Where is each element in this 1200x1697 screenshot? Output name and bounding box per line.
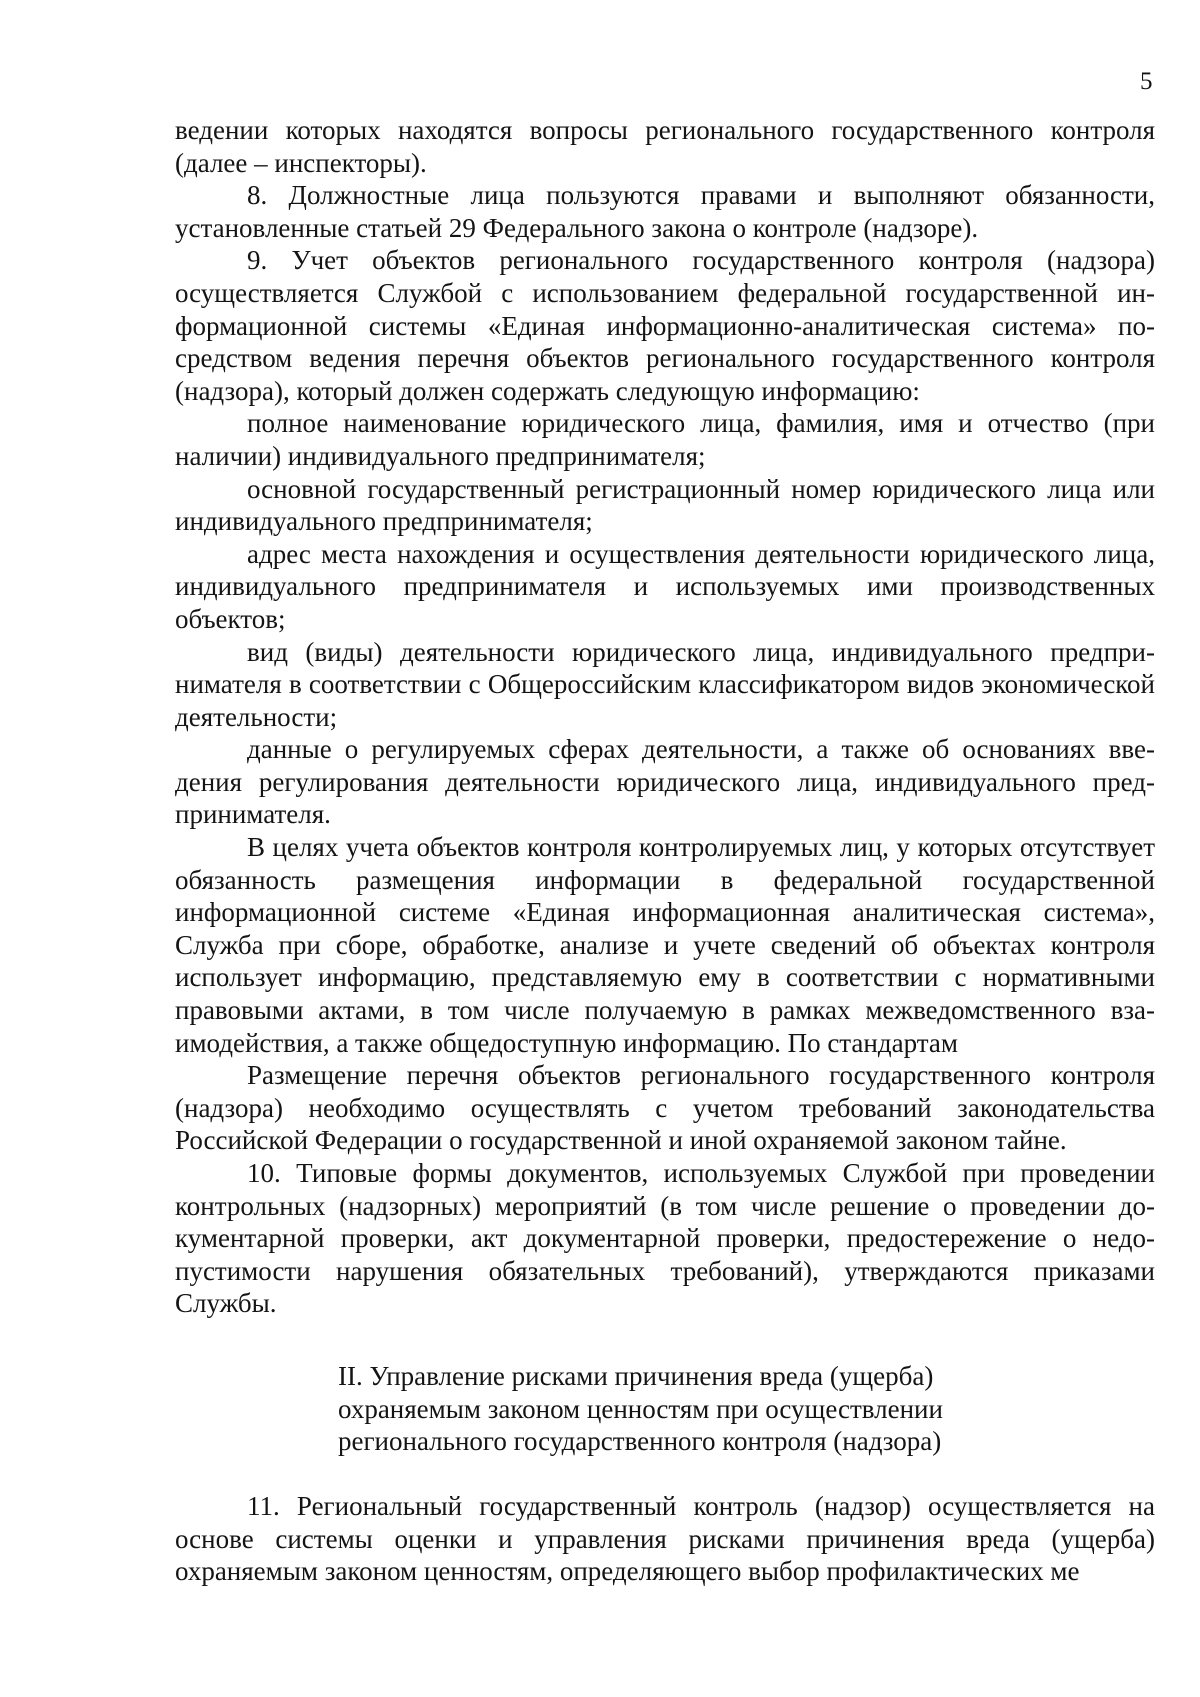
- section-heading: [338, 1360, 1038, 1458]
- paragraph: В целях учета объектов контроля контролируемых лиц, у которых отсутствует обязанность размещения информации в федеральной государственной информационной системе «Единая информационная аналитическая система», Служба при сборе, обработке, анализе и учете сведений об объектах контроля использует информацию, представляемую ему в соответствии с нормативными правовыми актами, в том числе получаемую в рамках межведомственного взаимодействия, а также общедоступную информацию. По стандартам: [175, 832, 1155, 1058]
- paragraph: 10. Типовые формы документов, используемых Службой при проведении контрольных (надзорных) мероприятий (в том числе решение о проведении документарной проверки, акт документарной проверки, предостережение о недопустимости нарушения обязательных требований), утверждаются приказами Службы.: [175, 1158, 1155, 1319]
- page-number: 5: [1140, 68, 1153, 95]
- paragraph: адрес места нахождения и осуществления деятельности юридического лица, индивидуального предпринимателя и используемых ими производственных объектов;: [175, 538, 1155, 634]
- paragraph: 9. Учет объектов регионального государственного контроля (надзора) осуществляется Службой с использованием федеральной государственной информационной системы «Единая информационно-аналитическая система» посредством ведения перечня объектов регионального государственного контроля (надзора), который должен содержать следующую информацию:: [175, 245, 1155, 406]
- section-heading-line: охраняемым законом ценностям при осуществлении: [338, 1393, 943, 1424]
- paragraph: данные о регулируемых сферах деятельности, а также об основаниях введения регулирования деятельности юридического лица, индивидуального предпринимателя.: [175, 734, 1155, 830]
- paragraph: Размещение перечня объектов регионального государственного контроля (надзора) необходимо осуществлять с учетом требований законодательства Российской Федерации о государственной и иной охраняемой законом тайне.: [175, 1060, 1155, 1156]
- closing-paragraph: 11. Региональный государственный контроль (надзор) осуществляется на основе системы оценки и управления рисками причинения вреда (ущерба) охраняемым законом ценностям, определяющего выбор профилактических ме: [175, 1491, 1155, 1587]
- paragraph: вид (виды) деятельности юридического лица, индивидуального предпринимателя в соответствии с Общероссийским классификатором видов экономической деятельности;: [175, 636, 1155, 732]
- section-heading-line: II. Управление рисками причинения вреда (ущерба): [338, 1361, 934, 1391]
- paragraph: основной государственный регистрационный номер юридического лица или индивидуального предпринимателя;: [175, 473, 1155, 537]
- paragraph: ведении которых находятся вопросы регионального государственного контроля (далее – инспекторы).: [175, 115, 1155, 178]
- document-body: [175, 114, 1155, 1320]
- section-heading-line: регионального государственного контроля (надзора): [338, 1426, 942, 1457]
- paragraph: 8. Должностные лица пользуются правами и выполняют обязанности, установленные статьей 29 Федерального закона о контроле (надзоре).: [175, 180, 1155, 243]
- paragraph: полное наименование юридического лица, фамилия, имя и отчество (при наличии) индивидуального предпринимателя;: [175, 408, 1155, 471]
